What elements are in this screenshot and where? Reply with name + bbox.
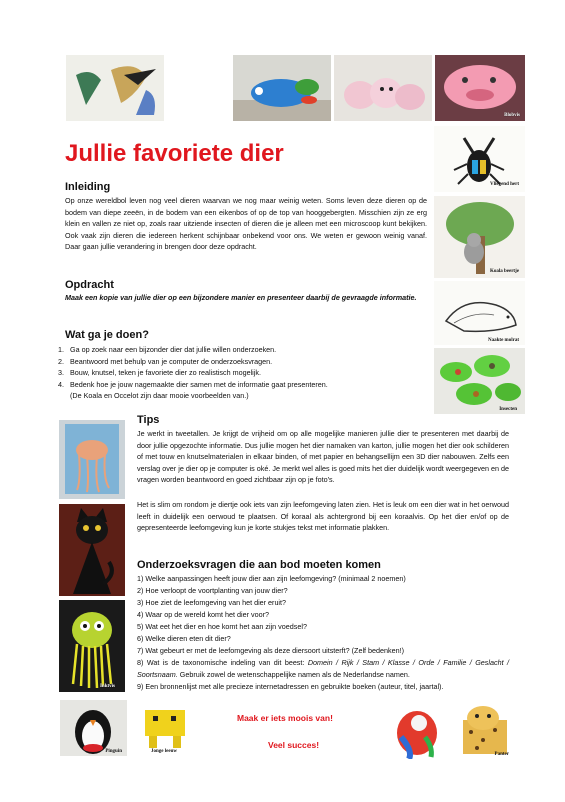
list-item: 1. Ga op zoek naar een bijzonder dier dat jullie willen onderzoeken. [66, 344, 396, 356]
research-question: 6) Welke dieren eten dit dier? [137, 634, 231, 643]
wat-ga-je-doen-heading: Wat ga je doen? [65, 329, 149, 341]
stag-beetle-image [434, 126, 525, 192]
koala-caption: Koala beertje [489, 269, 519, 274]
pink-blobfish-crafts-image [334, 55, 432, 121]
tips-heading: Tips [137, 414, 160, 426]
inleiding-heading: Inleiding [65, 181, 111, 193]
taxonomy-prefix: 8) Wat is de taxonomische indeling van dit beest: [137, 658, 308, 667]
penguin-craft-image [60, 700, 127, 756]
steps-list [52, 344, 396, 390]
research-question-taxonomy [137, 657, 509, 680]
taxonomy-ranks: Domein / Rijk / Stam / Klasse / Orde / Familie / Geslacht / Soortsnaam. [137, 658, 509, 679]
blobfish-photo-image [435, 55, 525, 121]
opdracht-text: Maak een kopie van jullie dier op een bijzondere manier en presenteer daarbij de gevraagde informatie. [65, 293, 417, 302]
opdracht-heading: Opdracht [65, 279, 114, 291]
research-question: 4) Waar op de wereld komt het dier voor? [137, 610, 269, 619]
research-question: 3) Hoe ziet de leefomgeving van het dier eruit? [137, 598, 287, 607]
pinguin-caption: Pinguin [105, 749, 122, 754]
naked-mole-rat-image [434, 281, 525, 345]
taxonomy-suffix: Gebruik zowel de wetenschappelijke namen als de Nederlandse namen. [177, 669, 410, 679]
birds-drawing-image [66, 55, 164, 121]
steps-note: (De Koala en Occelot zijn daar mooie voorbeelden van.) [70, 391, 249, 400]
inleiding-text: Op onze wereldbol leven nog veel dieren waarvan we nog maar weinig weten. Soms leven deze dieren op de bodem van diepe zeeën, in de bodem van een eikenbos of op de top van hooggebergten. Misschien zijn ze erg klein en vallen ze niet op, zoals raar uitziende insecten of dieren die je alleen met een microscoop kunt bekijken. Ook vaak zijn dieren die iedereen herkent schijnbaar onbekend voor ons. We weten er gewoon weinig vanaf. Daar gaan jullie verandering in brengen door deze opdracht. [65, 196, 427, 251]
research-question: 5) Wat eet het dier en hoe komt het aan zijn voedsel? [137, 622, 307, 631]
research-question: 9) Een bronnenlijst met alle precieze internetadressen en gebruikte boeken (auteur, titel, jaartal). [137, 682, 444, 691]
blue-fish-craft-image [233, 55, 331, 121]
young-lion-block-image [135, 700, 195, 756]
research-question: 7) Wat gebeurt er met de leefomgeving als deze diersoort uitsterft? (Zelf bedenken!) [137, 646, 405, 655]
squid-craft-image [59, 600, 125, 692]
research-question: 1) Welke aanpassingen heeft jouw dier aan zijn leefomgeving? (minimaal 2 noemen) [137, 574, 406, 583]
panther-craft-image [453, 702, 515, 759]
inktvis-caption: Inktvis [99, 684, 115, 689]
jonge-leeuw-caption: Jonge leeuw [151, 749, 177, 754]
closing-line-2: Veel succes! [268, 740, 320, 750]
list-item: 4. Bedenk hoe je jouw nagemaakte dier samen met de informatie gaat presenteren. [66, 379, 396, 391]
insects-leaves-image [434, 348, 525, 414]
naakte-molrat-caption: Naakte molrat [488, 338, 519, 343]
panter-caption: Panter [494, 752, 509, 757]
squid-poster-image [59, 420, 125, 499]
koala-tree-image [434, 196, 525, 278]
vliegend-hert-caption: Vliegend hert [489, 182, 519, 187]
tips-paragraph-1: Je werkt in tweetallen. Je krijgt de vrijheid om op alle mogelijke manieren jullie dier te presenteren met daarbij de door jullie opgezochte informatie. Dus jullie mogen het dier namaken van karton, jullie mogen het dier ook schilderen of met touw en knutselmaterialen in elkaar binden, of met papier en behangsellijm een 3D dier nabouwen. Zelfs een verslag over je dier op je computer is oké. Je merkt wel alles is goed mits het dier duidelijk wordt weergegeven en de vragen worden beantwoord en goed zichtbaar zijn op je foto's. [137, 429, 509, 484]
page-title: Jullie favoriete dier [65, 140, 284, 167]
list-item: 3. Bouw, knutsel, teken je favoriete dier zo realistisch mogelijk. [66, 367, 396, 379]
tips-paragraph-2: Het is slim om rondom je diertje ook iets van zijn leefomgeving laten zien. Het is leuk om een dier wat in het oerwoud leeft in duidelijk een oerwoud te plaatsen. Of koraal als achtergrond bij een koraalvis. Op het dier en/of op de gepresenteerde leefomgeving kun je korte stukjes tekst met informatie plakken. [137, 500, 509, 532]
insecten-caption: Insecten [499, 407, 517, 412]
black-cat-craft-image [59, 504, 125, 596]
list-item: 2. Beantwoord met behulp van je computer de onderzoeksvragen. [66, 356, 396, 368]
closing-line-1: Maak er iets moois van! [237, 713, 333, 723]
blobvis-caption: Blobvis [504, 113, 520, 118]
onderzoeksvragen-heading: Onderzoeksvragen die aan bod moeten komen [137, 559, 381, 571]
research-question: 2) Hoe verloopt de voortplanting van jouw dier? [137, 586, 288, 595]
parrot-drawing-image [389, 703, 444, 759]
